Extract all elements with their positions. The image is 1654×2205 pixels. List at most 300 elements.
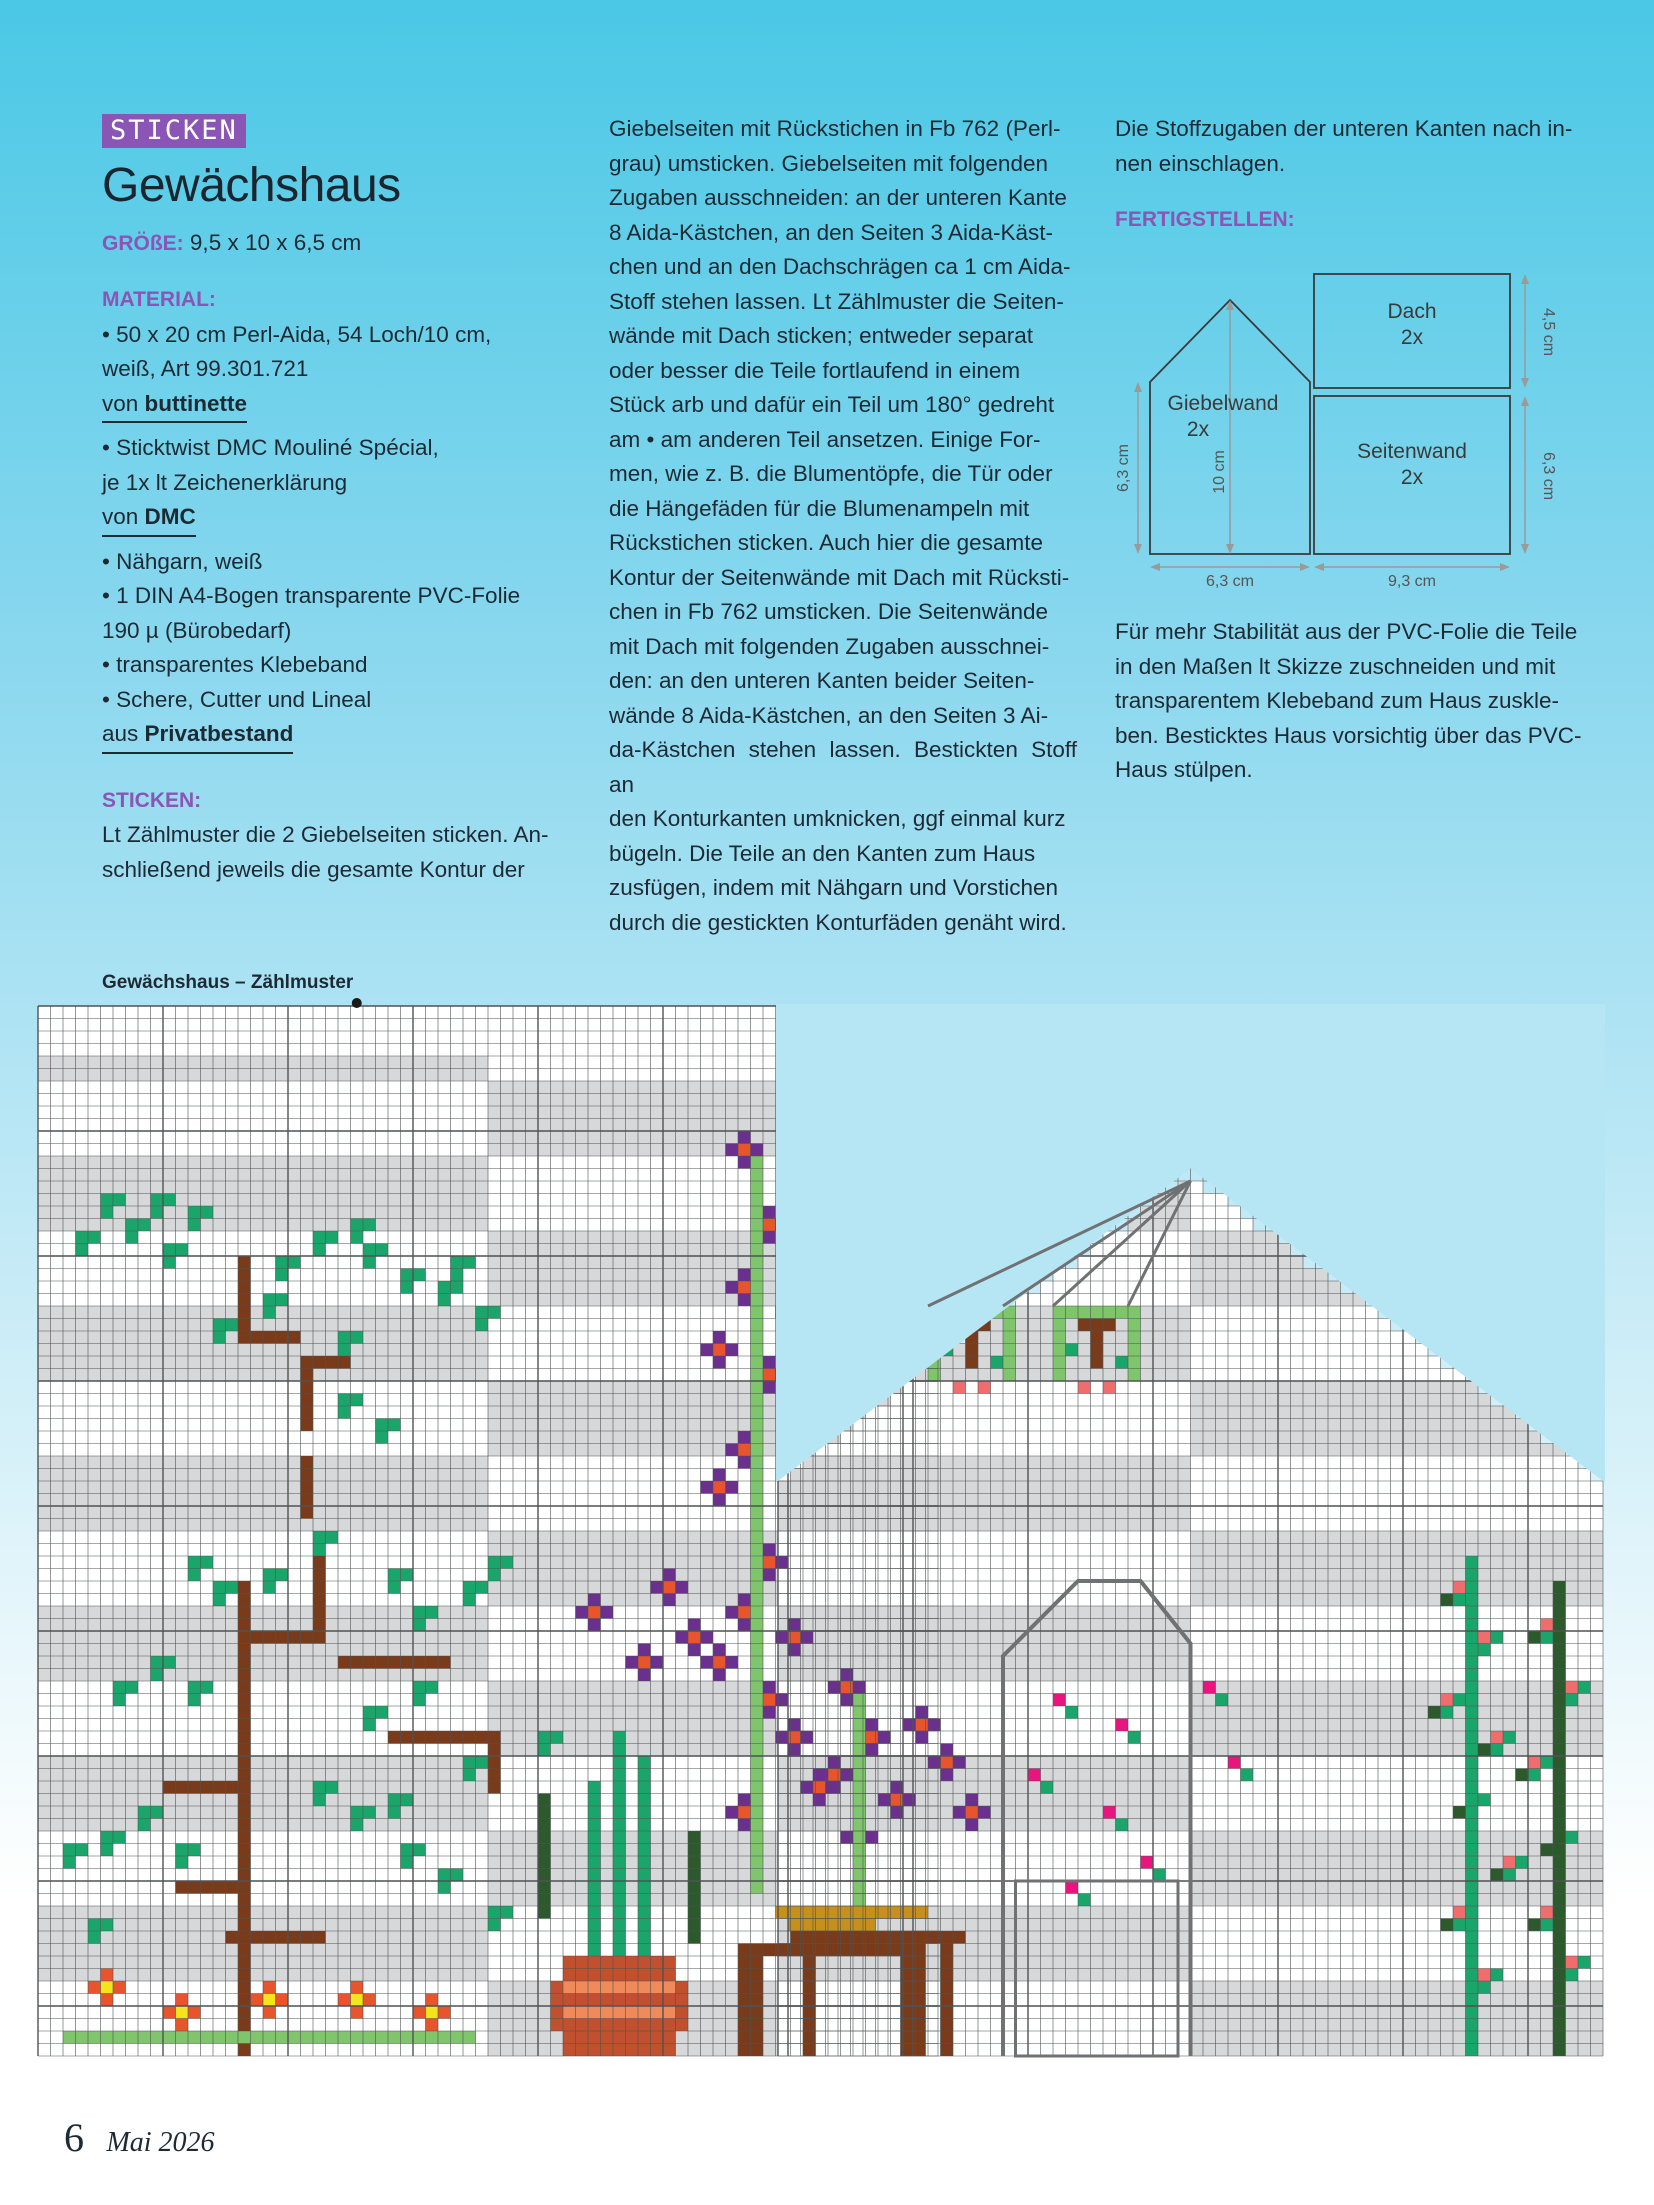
chart-cell	[38, 1456, 51, 1469]
chart-cell	[363, 1819, 376, 1832]
chart-cell	[613, 1231, 626, 1244]
chart-cell	[351, 1719, 364, 1732]
chart-cell	[526, 1169, 539, 1182]
chart-cell	[576, 1406, 589, 1419]
chart-cell	[513, 1131, 526, 1144]
chart-cell	[401, 1319, 414, 1332]
chart-cell	[551, 1181, 564, 1194]
chart-cell	[113, 1619, 126, 1632]
chart-cell	[426, 1194, 439, 1207]
chart-cell	[563, 1169, 576, 1182]
chart-cell	[151, 1131, 164, 1144]
chart-cell	[351, 1469, 364, 1482]
material-line: weiß, Art 99.301.721	[102, 356, 309, 381]
chart-cell	[626, 1794, 639, 1807]
chart-cell	[713, 1044, 726, 1057]
chart-cell	[763, 1094, 776, 1107]
chart-cell	[126, 1369, 139, 1382]
chart-cell	[138, 1356, 151, 1369]
chart-cell	[426, 1844, 439, 1857]
chart-cell	[726, 1194, 739, 1207]
chart-cell	[763, 1719, 776, 1732]
chart-cell	[726, 1844, 739, 1857]
chart-cell	[351, 1169, 364, 1182]
chart-cell	[551, 1531, 564, 1544]
chart-cell	[651, 1569, 664, 1582]
chart-cell	[588, 1706, 601, 1719]
chart-cell	[151, 1356, 164, 1369]
chart-cell	[451, 1619, 464, 1632]
chart-cell	[338, 1456, 351, 1469]
chart-cell	[276, 1119, 289, 1132]
chart-cell	[38, 1269, 51, 1282]
chart-cell	[213, 1094, 226, 1107]
chart-cell	[426, 1231, 439, 1244]
chart-cell	[501, 1056, 514, 1069]
chart-cell	[188, 1194, 201, 1207]
chart-cell	[76, 1606, 89, 1619]
chart-cell	[338, 1019, 351, 1032]
chart-cell	[76, 1356, 89, 1369]
chart-cell	[488, 1519, 501, 1532]
chart-cell	[376, 1269, 389, 1282]
chart-cell	[76, 1444, 89, 1457]
chart-cell	[288, 1681, 301, 1694]
chart-cell	[51, 1656, 64, 1669]
chart-cell	[251, 1281, 264, 1294]
chart-cell	[651, 1806, 664, 1819]
chart-cell	[51, 1619, 64, 1632]
chart-cell	[376, 1144, 389, 1157]
chart-cell	[488, 1506, 501, 1519]
chart-cell	[63, 1094, 76, 1107]
chart-cell	[263, 1256, 276, 1269]
chart-cell	[663, 1794, 676, 1807]
chart-cell	[138, 1719, 151, 1732]
chart-cell	[413, 1019, 426, 1032]
chart-cell	[676, 1694, 689, 1707]
chart-cell	[651, 1119, 664, 1132]
chart-cell	[251, 1044, 264, 1057]
chart-cell	[76, 1381, 89, 1394]
chart-cell	[401, 1019, 414, 1032]
chart-cell	[76, 1819, 89, 1832]
chart-cell	[38, 1069, 51, 1082]
chart-cell	[263, 1806, 276, 1819]
chart-cell	[213, 1369, 226, 1382]
chart-cell	[626, 1619, 639, 1632]
chart-cell	[476, 1131, 489, 1144]
chart-cell	[763, 1056, 776, 1069]
chart-cell	[413, 1644, 426, 1657]
chart-cell	[713, 1294, 726, 1307]
chart-cell	[326, 1081, 339, 1094]
chart-cell	[38, 1769, 51, 1782]
chart-cell	[676, 1344, 689, 1357]
chart-cell	[126, 1756, 139, 1769]
sticken-line: Stoff stehen lassen. Lt Zählmuster die Seiten-	[609, 288, 1064, 314]
chart-cell	[551, 1581, 564, 1594]
chart-cell	[726, 1219, 739, 1232]
chart-cell	[88, 1469, 101, 1482]
chart-cell	[688, 1494, 701, 1507]
chart-cell	[663, 1506, 676, 1519]
chart-cell	[663, 1481, 676, 1494]
chart-cell	[138, 1331, 151, 1344]
chart-cell	[88, 1169, 101, 1182]
chart-cell	[588, 1156, 601, 1169]
chart-cell	[501, 1194, 514, 1207]
chart-cell	[363, 1231, 376, 1244]
chart-cell	[613, 1169, 626, 1182]
chart-cell	[313, 1019, 326, 1032]
chart-cell	[713, 1031, 726, 1044]
chart-cell	[338, 1156, 351, 1169]
chart-cell	[288, 1781, 301, 1794]
chart-cell	[113, 1406, 126, 1419]
chart-cell	[513, 1744, 526, 1757]
chart-cell	[326, 1419, 339, 1432]
chart-cell	[526, 1831, 539, 1844]
chart-cell	[263, 1106, 276, 1119]
chart-cell	[213, 1656, 226, 1669]
chart-cell	[113, 1856, 126, 1869]
chart-cell	[276, 1181, 289, 1194]
chart-cell	[126, 1794, 139, 1807]
chart-cell	[151, 1819, 164, 1832]
chart-cell	[413, 1131, 426, 1144]
chart-cell	[201, 1431, 214, 1444]
chart-cell	[388, 1681, 401, 1694]
chart-cell	[588, 1169, 601, 1182]
chart-cell	[438, 1581, 451, 1594]
chart-cell	[676, 1794, 689, 1807]
chart-cell	[563, 1381, 576, 1394]
chart-cell	[88, 1319, 101, 1332]
chart-cell	[613, 1369, 626, 1382]
chart-cell	[463, 1631, 476, 1644]
chart-cell	[588, 1281, 601, 1294]
chart-cell	[138, 1531, 151, 1544]
chart-cell	[538, 1356, 551, 1369]
chart-cell	[113, 1256, 126, 1269]
chart-cell	[188, 1431, 201, 1444]
chart-cell	[213, 1156, 226, 1169]
chart-cell	[638, 1356, 651, 1369]
chart-cell	[313, 1394, 326, 1407]
chart-cell	[301, 1706, 314, 1719]
chart-cell	[601, 1731, 614, 1744]
chart-cell	[563, 1219, 576, 1232]
chart-cell	[563, 1106, 576, 1119]
chart-cell	[751, 1006, 764, 1019]
chart-cell	[376, 1406, 389, 1419]
chart-cell	[251, 1106, 264, 1119]
chart-cell	[338, 1781, 351, 1794]
chart-cell	[763, 1344, 776, 1357]
chart-cell	[688, 1244, 701, 1257]
chart-cell	[676, 1431, 689, 1444]
chart-cell	[101, 1519, 114, 1532]
chart-cell	[638, 1206, 651, 1219]
chart-cell	[263, 1769, 276, 1782]
chart-cell	[188, 1769, 201, 1782]
chart-cell	[738, 1194, 751, 1207]
chart-cell	[613, 1219, 626, 1232]
chart-cell	[213, 1469, 226, 1482]
source-prefix: von	[102, 390, 145, 416]
chart-cell	[238, 1406, 251, 1419]
chart-cell	[401, 1769, 414, 1782]
chart-cell	[201, 1181, 214, 1194]
chart-cell	[201, 1769, 214, 1782]
chart-cell	[126, 1419, 139, 1432]
chart-cell	[426, 1506, 439, 1519]
chart-cell	[551, 1569, 564, 1582]
chart-cell	[488, 1656, 501, 1669]
chart-cell	[463, 1106, 476, 1119]
chart-cell	[551, 1394, 564, 1407]
assembly-sketch	[1110, 262, 1580, 592]
chart-cell	[451, 1456, 464, 1469]
chart-cell	[538, 1619, 551, 1632]
chart-cell	[588, 1106, 601, 1119]
chart-cell	[688, 1369, 701, 1382]
chart-cell	[551, 1431, 564, 1444]
chart-cell	[76, 1106, 89, 1119]
chart-cell	[238, 1531, 251, 1544]
chart-cell	[163, 1844, 176, 1857]
chart-cell	[163, 1606, 176, 1619]
chart-cell	[138, 1294, 151, 1307]
chart-cell	[651, 1644, 664, 1657]
chart-cell	[401, 1219, 414, 1232]
chart-cell	[426, 1156, 439, 1169]
chart-cell	[326, 1431, 339, 1444]
chart-cell	[126, 1656, 139, 1669]
chart-cell	[363, 1444, 376, 1457]
chart-cell	[513, 1619, 526, 1632]
chart-cell	[438, 1556, 451, 1569]
chart-cell	[613, 1681, 626, 1694]
chart-cell	[701, 1169, 714, 1182]
chart-cell	[488, 1794, 501, 1807]
chart-cell	[263, 1656, 276, 1669]
chart-cell	[176, 1056, 189, 1069]
chart-cell	[651, 1469, 664, 1482]
chart-cell	[38, 1394, 51, 1407]
chart-cell	[388, 1094, 401, 1107]
chart-cell	[501, 1644, 514, 1657]
chart-cell	[451, 1631, 464, 1644]
chart-cell	[251, 1594, 264, 1607]
category-tag: STICKEN	[102, 114, 246, 148]
chart-cell	[701, 1194, 714, 1207]
chart-cell	[276, 1319, 289, 1332]
chart-cell	[263, 1794, 276, 1807]
chart-cell	[288, 1519, 301, 1532]
chart-cell	[676, 1644, 689, 1657]
chart-cell	[88, 1656, 101, 1669]
chart-cell	[576, 1569, 589, 1582]
chart-cell	[463, 1406, 476, 1419]
chart-cell	[763, 1306, 776, 1319]
source-name: Privatbestand	[144, 721, 294, 746]
chart-cell	[751, 1119, 764, 1132]
chart-cell	[113, 1306, 126, 1319]
chart-cell	[63, 1719, 76, 1732]
chart-cell	[76, 1781, 89, 1794]
chart-cell	[226, 1194, 239, 1207]
chart-cell	[526, 1531, 539, 1544]
chart-cell	[176, 1769, 189, 1782]
chart-cell	[651, 1819, 664, 1832]
chart-cell	[63, 1231, 76, 1244]
chart-cell	[701, 1831, 714, 1844]
chart-cell	[563, 1031, 576, 1044]
chart-cell	[551, 1831, 564, 1844]
chart-cell	[763, 1844, 776, 1857]
chart-cell	[551, 1331, 564, 1344]
chart-cell	[351, 1556, 364, 1569]
chart-cell	[576, 1031, 589, 1044]
chart-cell	[51, 1281, 64, 1294]
chart-cell	[576, 1431, 589, 1444]
chart-cell	[738, 1244, 751, 1257]
chart-cell	[326, 1369, 339, 1382]
chart-cell	[101, 1431, 114, 1444]
chart-cell	[501, 1681, 514, 1694]
chart-cell	[401, 1619, 414, 1632]
chart-cell	[376, 1569, 389, 1582]
chart-cell	[376, 1281, 389, 1294]
chart-cell	[538, 1269, 551, 1282]
chart-cell	[463, 1294, 476, 1307]
chart-cell	[188, 1056, 201, 1069]
chart-cell	[676, 1056, 689, 1069]
chart-cell	[701, 1706, 714, 1719]
chart-cell	[713, 1806, 726, 1819]
chart-cell	[513, 1031, 526, 1044]
chart-cell	[676, 1444, 689, 1457]
chart-cell	[638, 1269, 651, 1282]
chart-cell	[463, 1219, 476, 1232]
chart-cell	[613, 1506, 626, 1519]
chart-cell	[463, 1169, 476, 1182]
chart-cell	[163, 1706, 176, 1719]
chart-cell	[738, 1306, 751, 1319]
chart-cell	[251, 1719, 264, 1732]
chart-cell	[213, 1456, 226, 1469]
chart-cell	[463, 1281, 476, 1294]
chart-cell	[301, 1544, 314, 1557]
chart-cell	[588, 1019, 601, 1032]
chart-cell	[763, 1481, 776, 1494]
chart-cell	[126, 1594, 139, 1607]
chart-cell	[601, 1256, 614, 1269]
chart-cell	[313, 1431, 326, 1444]
chart-cell	[63, 1006, 76, 1019]
chart-cell	[226, 1419, 239, 1432]
chart-cell	[388, 1144, 401, 1157]
column-1	[102, 112, 572, 887]
chart-cell	[663, 1681, 676, 1694]
chart-cell	[538, 1756, 551, 1769]
chart-cell	[251, 1219, 264, 1232]
chart-cell	[88, 1731, 101, 1744]
chart-cell	[476, 1281, 489, 1294]
chart-cell	[188, 1706, 201, 1719]
chart-cell	[638, 1506, 651, 1519]
chart-cell	[63, 1406, 76, 1419]
chart-cell	[63, 1819, 76, 1832]
chart-cell	[151, 1769, 164, 1782]
chart-cell	[376, 1319, 389, 1332]
chart-cell	[38, 1044, 51, 1057]
chart-cell	[88, 1144, 101, 1157]
chart-cell	[263, 1281, 276, 1294]
chart-cell	[538, 1606, 551, 1619]
chart-cell	[63, 1544, 76, 1557]
sticken-line: die Hängefäden für die Blumenampeln mit	[609, 495, 1030, 521]
material-source	[102, 387, 247, 424]
chart-cell	[326, 1031, 339, 1044]
chart-cell	[713, 1019, 726, 1032]
chart-cell	[563, 1544, 576, 1557]
chart-cell	[238, 1181, 251, 1194]
chart-cell	[326, 1169, 339, 1182]
chart-cell	[288, 1406, 301, 1419]
chart-cell	[201, 1731, 214, 1744]
chart-cell	[338, 1181, 351, 1194]
chart-cell	[201, 1719, 214, 1732]
chart-cell	[151, 1481, 164, 1494]
chart-cell	[513, 1256, 526, 1269]
chart-cell	[451, 1031, 464, 1044]
chart-cell	[463, 1144, 476, 1157]
chart-cell	[526, 1456, 539, 1469]
chart-cell	[551, 1294, 564, 1307]
chart-cell	[551, 1794, 564, 1807]
chart-cell	[676, 1144, 689, 1157]
chart-cell	[488, 1356, 501, 1369]
chart-cell	[88, 1581, 101, 1594]
chart-cell	[763, 1444, 776, 1457]
chart-cell	[476, 1381, 489, 1394]
chart-cell	[351, 1156, 364, 1169]
chart-cell	[301, 1694, 314, 1707]
chart-cell	[226, 1281, 239, 1294]
chart-cell	[726, 1181, 739, 1194]
chart-cell	[713, 1244, 726, 1257]
chart-cell	[676, 1606, 689, 1619]
chart-cell	[38, 1244, 51, 1257]
chart-cell	[188, 1419, 201, 1432]
chart-cell	[763, 1081, 776, 1094]
chart-cell	[401, 1744, 414, 1757]
chart-cell	[463, 1644, 476, 1657]
chart-cell	[463, 1744, 476, 1757]
chart-cell	[363, 1494, 376, 1507]
chart-cell	[576, 1494, 589, 1507]
chart-cell	[713, 1119, 726, 1132]
chart-cell	[301, 1219, 314, 1232]
chart-cell	[588, 1369, 601, 1382]
chart-cell	[176, 1381, 189, 1394]
chart-cell	[451, 1356, 464, 1369]
chart-cell	[588, 1006, 601, 1019]
chart-cell	[138, 1644, 151, 1657]
